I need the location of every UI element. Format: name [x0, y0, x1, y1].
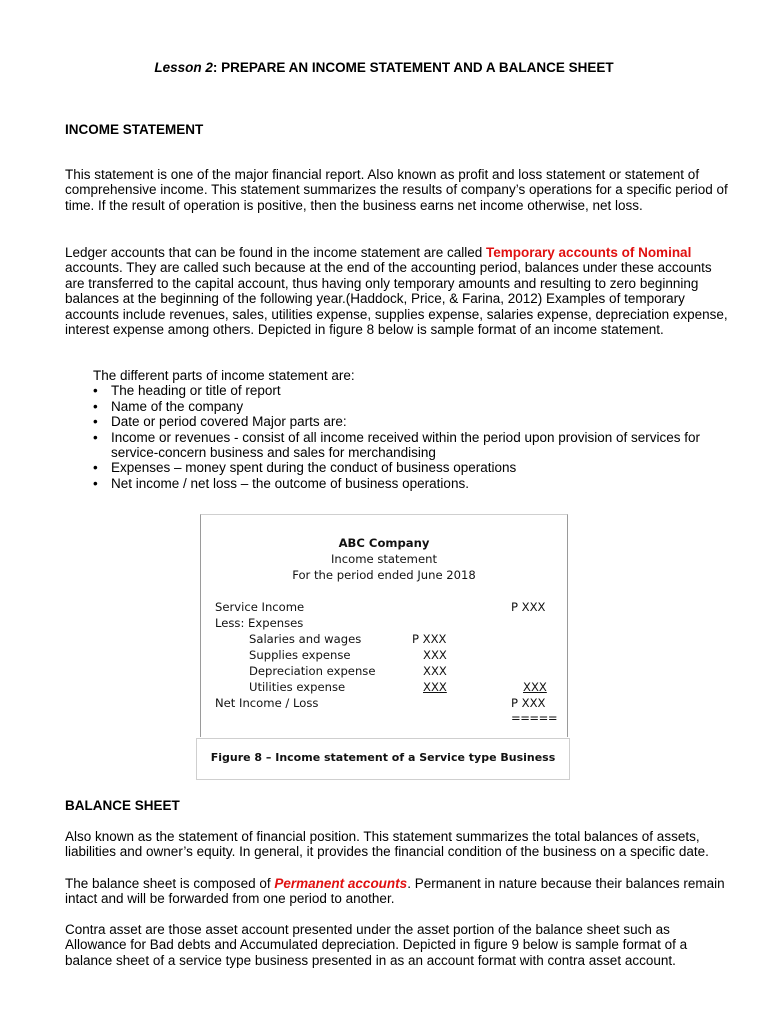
- list-item: • Name of the company: [93, 398, 244, 414]
- expense-amount: XXX: [423, 664, 447, 678]
- parts-list: [93, 383, 723, 491]
- service-income-amount: P XXX: [511, 600, 546, 614]
- bullet-icon: •: [93, 398, 98, 414]
- total-expenses-amount: XXX: [523, 680, 547, 694]
- income-statement-parts: [93, 368, 723, 491]
- parts-intro: The different parts of income statement are:: [93, 368, 355, 383]
- sample-period: For the period ended June 2018: [292, 568, 476, 582]
- sample-statement-title: Income statement: [330, 552, 438, 566]
- service-income-label: Service Income: [215, 600, 305, 614]
- balance-sheet-heading: BALANCE SHEET: [65, 798, 180, 813]
- expense-label: Depreciation expense: [249, 664, 376, 678]
- income-statement-paragraph-1: This statement is one of the major financial report. Also known as profit and loss statement or statement of comprehensive income. This statement summarizes the results of company’s operations for a specific period of time. If the result of operation is positive, then the business earns net income otherwise, net loss.: [65, 167, 728, 213]
- bullet-icon: •: [93, 429, 98, 445]
- balance-sheet-paragraph-1: Also known as the statement of financial position. This statement summarizes the total balances of assets, liabilities and owner’s equity. In general, it provides the financial condition of the business on a specific date.: [65, 829, 709, 860]
- figure-8-income-statement: [196, 512, 570, 780]
- income-statement-heading: INCOME STATEMENT: [65, 122, 204, 137]
- list-item: • The heading or title of report: [93, 383, 281, 399]
- figure-caption: Figure 8 – Income statement of a Service type Business: [210, 751, 556, 764]
- list-item: • Expenses – money spent during the conduct of business operations: [93, 460, 517, 476]
- expense-amount: XXX: [423, 680, 447, 694]
- balance-sheet-paragraph-2: The balance sheet is composed of Permanent accounts. Permanent in nature because their balances remain intact and will be forwarded from one period to another.: [65, 876, 725, 907]
- bullet-icon: •: [93, 414, 98, 430]
- less-expenses-label: Less: Expenses: [215, 616, 304, 630]
- net-income-label: Net Income / Loss: [215, 696, 319, 710]
- expense-label: Salaries and wages: [249, 632, 362, 646]
- balance-sheet-paragraph-3: Contra asset are those asset account presented under the asset portion of the balance sheet such as Allowance for Bad debts and Accumulated depreciation. Depicted in figure 9 below is sample format of a balance sheet of a service type business presented in as an account format with contra asset account.: [65, 922, 688, 968]
- bullet-icon: •: [93, 460, 98, 476]
- expense-label: Utilities expense: [249, 680, 346, 694]
- figure-caption-box: [196, 738, 570, 780]
- expense-label: Supplies expense: [249, 648, 351, 662]
- list-item: • Date or period covered Major parts are:: [93, 414, 347, 430]
- permanent-accounts-highlight: Permanent accounts: [274, 876, 408, 891]
- income-statement-sample: [200, 514, 568, 737]
- bullet-icon: •: [93, 475, 98, 491]
- expense-amount: XXX: [423, 648, 447, 662]
- temporary-accounts-highlight: Temporary accounts of Nominal: [486, 245, 692, 260]
- page-title: [0, 60, 768, 75]
- bullet-icon: •: [93, 383, 98, 399]
- list-item: • Net income / net loss – the outcome of business operations.: [93, 475, 469, 491]
- list-item: • Income or revenues - consist of all income received within the period upon provision of services for service-concern business and sales for merchandising: [93, 429, 701, 461]
- lesson-number: Lesson 2: [154, 60, 213, 75]
- lesson-title: : PREPARE AN INCOME STATEMENT AND A BALANCE SHEET: [212, 60, 614, 75]
- double-underline: =====: [511, 711, 558, 725]
- income-statement-paragraph-2: Ledger accounts that can be found in the income statement are called Temporary accounts of Nominal accounts. They are called such because at the end of the accounting period, balances under these accounts are transferred to the capital account, thus having only temporary amounts and resulting to zero beginning balances at the beginning of the following year.(Haddock, Price, & Farina, 2012) Examples of temporary accounts include revenues, sales, utilities expense, supplies expense, salaries expense, depreciation expense, interest expense among others. Depicted in figure 8 below is sample format of an income statement.: [65, 245, 728, 338]
- net-income-amount: P XXX: [511, 696, 546, 710]
- expense-amount: P XXX: [412, 632, 447, 646]
- sample-company-name: ABC Company: [338, 536, 430, 550]
